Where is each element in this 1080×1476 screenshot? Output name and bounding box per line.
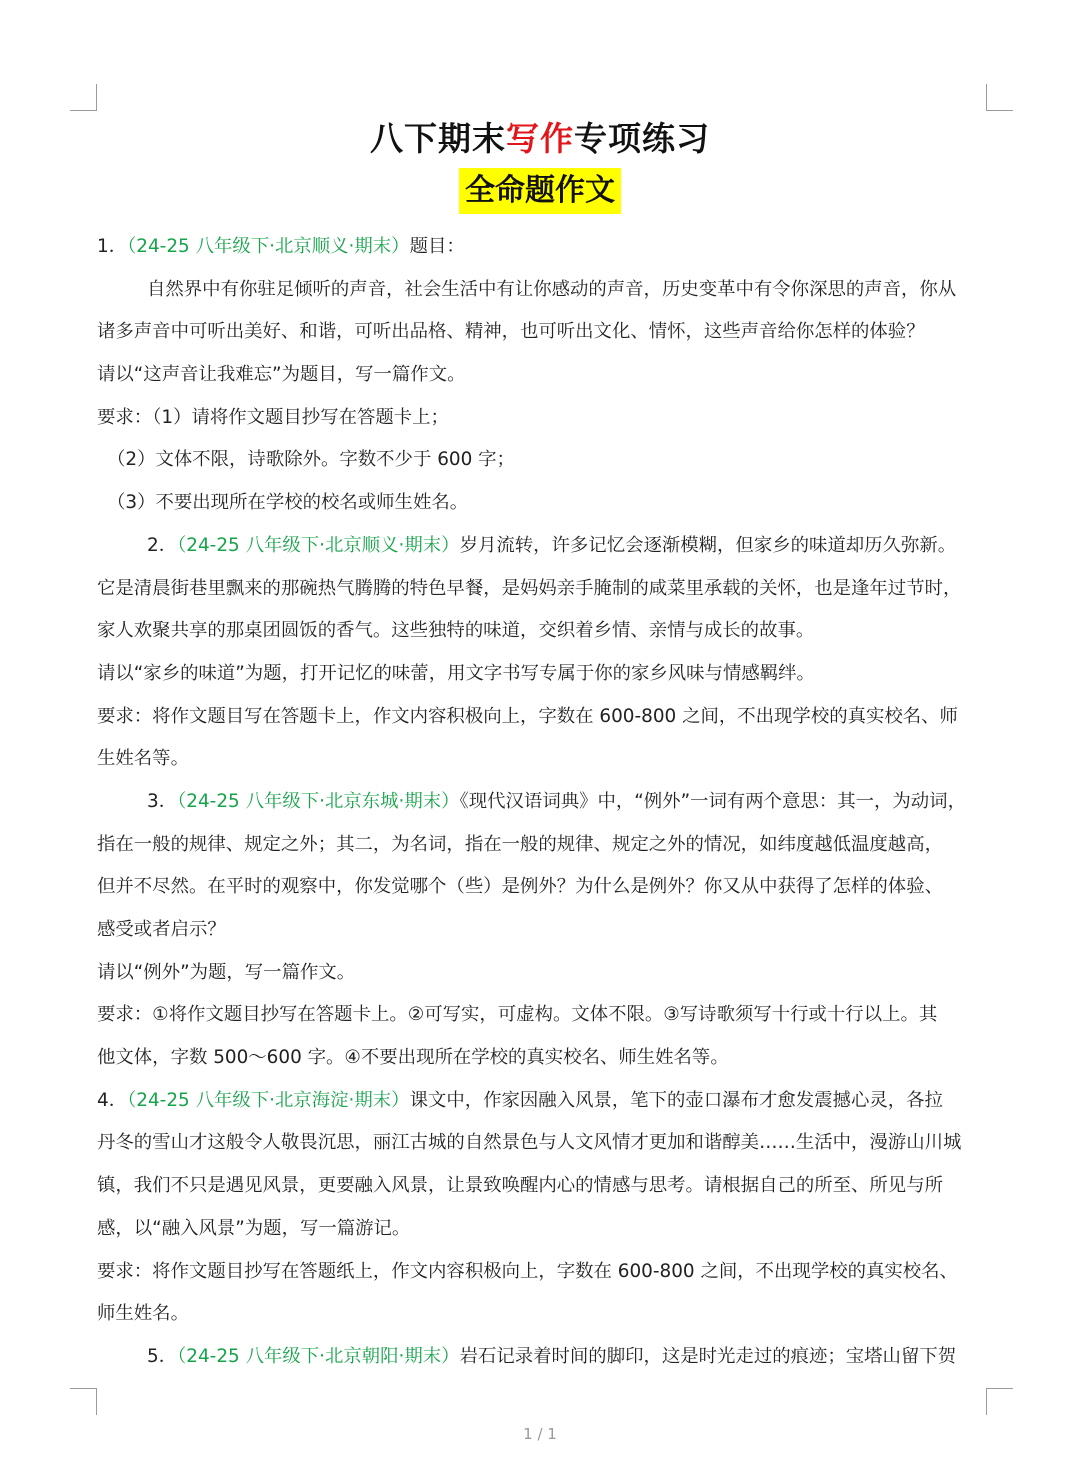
question-4-heading — [97, 1080, 989, 1123]
question-source: （24-25 八年级下·北京朝阳·期末） — [177, 1345, 460, 1367]
text-line: 家人欢聚共享的那桌团圆饭的香气。这些独特的味道，交织着乡情、亲情与成长的故事。 — [97, 620, 815, 642]
subtitle-container — [0, 168, 1080, 214]
question-3-heading — [97, 781, 989, 824]
question-text: 岁月流转，许多记忆会逐渐模糊，但家乡的味道却历久弥新。 — [459, 534, 957, 556]
page-subtitle: 全命题作文 — [459, 168, 621, 214]
text-line: 生姓名等。 — [97, 748, 189, 770]
text-line: 镇，我们不只是遇见风景，更要融入风景，让景致唤醒内心的情感与思考。请根据自己的所至、所见与所 — [97, 1175, 943, 1197]
text-line: 请以“例外”为题，写一篇作文。 — [97, 961, 356, 983]
text-line: 师生姓名。 — [97, 1303, 189, 1325]
page-corner-mark — [986, 84, 1013, 111]
text-line: 要求：将作文题目写在答题卡上，作文内容积极向上，字数在 600-800 之间，不出现学校的真实校名、师 — [97, 705, 958, 727]
title-part-2: 专项练习 — [574, 119, 710, 158]
text-line: 要求：将作文题目抄写在答题纸上，作文内容积极向上，字数在 600-800 之间，不出现学校的真实校名、 — [97, 1260, 958, 1282]
page-corner-mark — [70, 84, 97, 111]
text-line: 请以“这声音让我难忘”为题目，写一篇作文。 — [97, 364, 466, 386]
question-text: 课文中，作家因融入风景，笔下的壶口瀑布才愈发震撼心灵，各拉 — [409, 1089, 943, 1111]
title-part-1: 八下期末 — [370, 119, 506, 158]
question-source: （24-25 八年级下·北京顺义·期末） — [177, 534, 460, 556]
text-line: 它是清晨街巷里飘来的那碗热气腾腾的特色早餐，是妈妈亲手腌制的咸菜里承载的关怀，也是逢年过节时， — [97, 577, 962, 599]
text-line: 指在一般的规律、规定之外；其二，为名词，指在一般的规律、规定之外的情况，如纬度越低温度越高， — [97, 833, 943, 855]
question-number: 2． — [147, 534, 178, 556]
question-number: 1． — [97, 236, 128, 257]
text-line: 请以“家乡的味道”为题，打开记忆的味蕾，用文字书写专属于你的家乡风味与情感羁绊。 — [97, 662, 815, 684]
page-indicator: 1 / 1 — [523, 1425, 557, 1443]
text-line: 感，以“融入风景”为题，写一篇游记。 — [97, 1217, 411, 1239]
title-highlight: 写作 — [506, 119, 574, 158]
question-number: 5． — [147, 1345, 178, 1367]
text-line: 要求：（1）请将作文题目抄写在答题卡上； — [97, 406, 449, 428]
question-text: 岩石记录着时间的脚印，这是时光走过的痕迹；宝塔山留下贺 — [459, 1345, 957, 1367]
question-number: 4． — [97, 1089, 128, 1111]
question-source: （24-25 八年级下·北京东城·期末） — [177, 790, 460, 812]
text-line: 诸多声音中可听出美好、和谐，可听出品格、精神，也可听出文化、情怀，这些声音给你怎样的体验？ — [97, 321, 925, 343]
text-line: 自然界中有你驻足倾听的声音，社会生活中有让你感动的声音，历史变革中有令你深思的声音，你从 — [147, 278, 957, 300]
text-line: 他文体，字数 500～600 字。④不要出现所在学校的真实校名、师生姓名等。 — [97, 1047, 729, 1069]
question-number: 3． — [147, 790, 178, 812]
text-line: （2）文体不限，诗歌除外。字数不少于 600 字； — [107, 449, 515, 471]
question-5-heading — [97, 1336, 989, 1379]
question-source: （24-25 八年级下·北京顺义·期末） — [127, 236, 410, 257]
page-corner-mark — [986, 1388, 1013, 1415]
question-2-heading — [97, 525, 989, 568]
text-line: （3）不要出现所在学校的校名或师生姓名。 — [107, 492, 469, 514]
text-line: 感受或者启示？ — [97, 919, 226, 940]
page-title — [0, 113, 1080, 160]
question-source: （24-25 八年级下·北京海淀·期末） — [127, 1089, 410, 1111]
question-text: 《现代汉语词典》中，“例外”一词有两个意思：其一，为动词， — [459, 790, 966, 812]
text-line: 要求：①将作文题目抄写在答题卡上。②可写实，可虚构。文体不限。③写诗歌须写十行或十行以上。其 — [97, 1004, 938, 1026]
question-text: 题目： — [409, 236, 465, 257]
document-body — [97, 226, 989, 1379]
text-line: 丹冬的雪山才这般令人敬畏沉思，丽江古城的自然景色与人文风情才更加和谐醇美……生活中，漫游山川城 — [97, 1132, 962, 1154]
question-1-heading — [97, 226, 989, 269]
page-corner-mark — [70, 1388, 97, 1415]
text-line: 但并不尽然。在平时的观察中，你发觉哪个（些）是例外？为什么是例外？你又从中获得了怎样的体验、 — [97, 876, 943, 898]
